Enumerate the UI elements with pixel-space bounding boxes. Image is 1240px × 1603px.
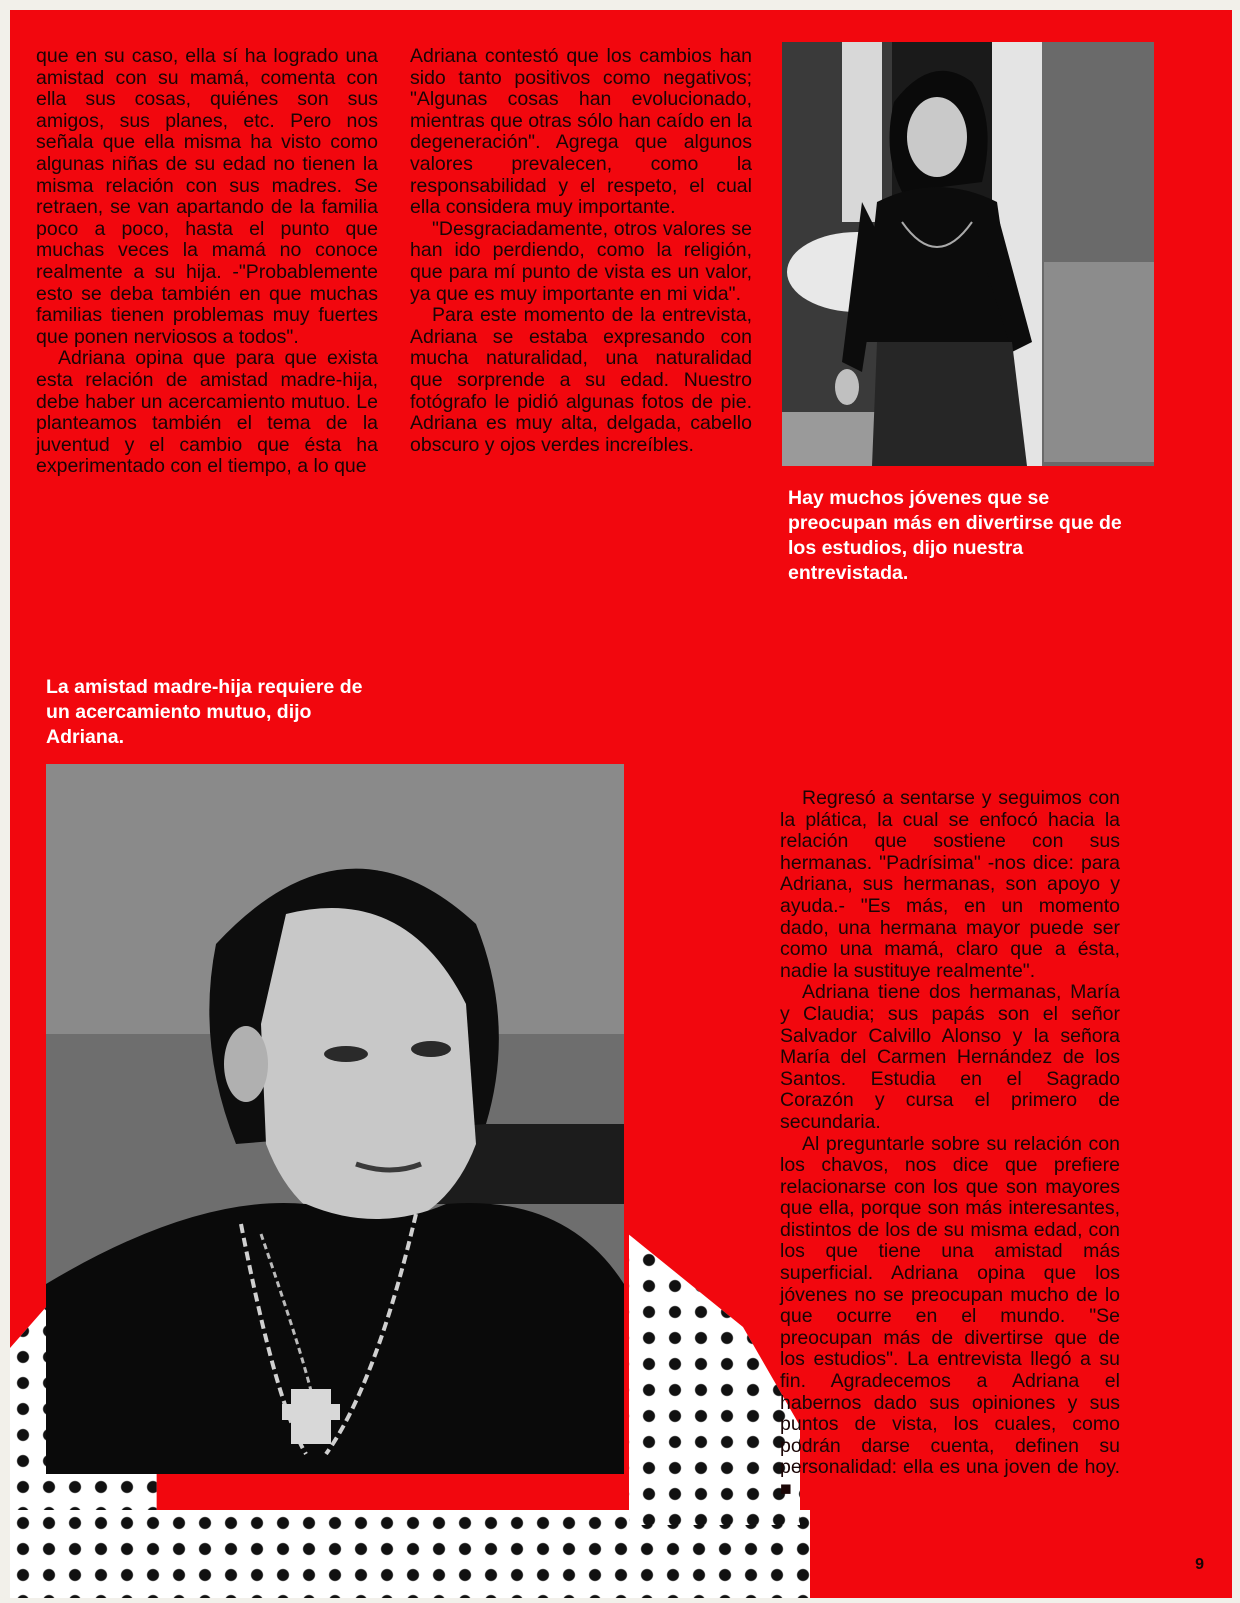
- article-column-3: [780, 788, 1120, 1501]
- magazine-page: [10, 10, 1232, 1598]
- column2-paragraph: Adriana contestó que los cambios han sido tanto positivos como negativos; "Algunas cosas han evolucionado, mientras que otras sólo han caído en la degeneración". Agrega que algunos valores prevalecen, como la responsabilidad y el respeto, el cual ella considera muy importante.: [410, 45, 752, 219]
- article-column-1: [36, 46, 378, 478]
- photo-adriana-portrait: [46, 764, 624, 1474]
- page-number: 9: [1195, 1556, 1204, 1573]
- photo-caption-top-right: Hay muchos jóvenes que se preocupan más en divertirse que de los estudios, dijo nuestra entrevistada.: [788, 487, 1122, 584]
- photo-caption-left: La amistad madre-hija requiere de un acercamiento mutuo, dijo Adriana.: [46, 676, 363, 748]
- column1-paragraph: Adriana opina que para que exista esta relación de amistad madre-hija, debe haber un acercamiento mutuo. Le planteamos también el tema de la juventud y el cambio que ésta ha experimentado con el tiempo, a lo que: [36, 347, 378, 478]
- column3-paragraph: Adriana tiene dos hermanas, María y Claudia; sus papás son el señor Salvador Calvillo Alonso y la señora María del Carmen Hernández de los Santos. Estudia en el Sagrado Corazón y cursa el primero de secundaria.: [780, 981, 1120, 1133]
- column1-paragraph: que en su caso, ella sí ha logrado una amistad con su mamá, comenta con ella sus cosas, quiénes son sus amigos, sus planes, etc. Pero nos señala que ella misma ha visto como algunas niñas de su edad no tienen la misma relación con sus madres. Se retraen, se van apartando de la familia poco a poco, hasta el punto que muchas veces la mamá no conoce realmente a su hija. -"Probablemente esto se deba también en que muchas familias tienen problemas muy fuertes que ponen nerviosos a todos".: [36, 45, 378, 348]
- column3-paragraph: Regresó a sentarse y seguimos con la plática, la cual se enfocó hacia la relación que sostiene con sus hermanas. "Padrísima" -nos dice: para Adriana, sus hermanas, son apoyo y ayuda.- "Es más, en un momento dado, una hermana mayor puede ser como una mamá, claro que a ésta, nadie la sustituye realmente".: [780, 787, 1120, 982]
- photo-adriana-portrait-illustration: [46, 764, 624, 1474]
- column3-paragraph: [780, 1134, 1120, 1501]
- photo-adriana-standing: [782, 42, 1154, 466]
- column2-paragraph: "Desgraciadamente, otros valores se han ido perdiendo, como la religión, que para mí punto de vista es un valor, ya que es muy importante en mi vida".: [410, 217, 752, 305]
- article-column-2: [410, 46, 752, 456]
- end-mark-icon: ■: [780, 1478, 792, 1500]
- photo-adriana-standing-illustration: [782, 42, 1154, 466]
- column3-paragraph-text: Al preguntarle sobre su relación con los chavos, nos dice que prefiere relacionarse con los que son mayores que ella, porque son más interesantes, distintos de los de su misma edad, con los que tiene una amistad más superficial. Adriana opina que los jóvenes no se preocupan mucho de lo que ocurre en el mundo. "Se preocupan más de divertirse que de los estudios". La entrevista llegó a su fin. Agradecemos a Adriana el habernos dado sus opiniones y sus puntos de vista, los cuales, como podrán darse cuenta, definen su personalidad: ella es una joven de hoy.: [780, 1132, 1120, 1479]
- halftone-dots-right: [610, 1195, 800, 1525]
- column2-paragraph: Para este momento de la entrevista, Adriana se estaba expresando con mucha naturalidad, una naturalidad que sorprende a su edad. Nuestro fotógrafo le pidió algunas fotos de pie. Adriana es muy alta, delgada, cabello obscuro y ojos verdes increíbles.: [410, 304, 752, 456]
